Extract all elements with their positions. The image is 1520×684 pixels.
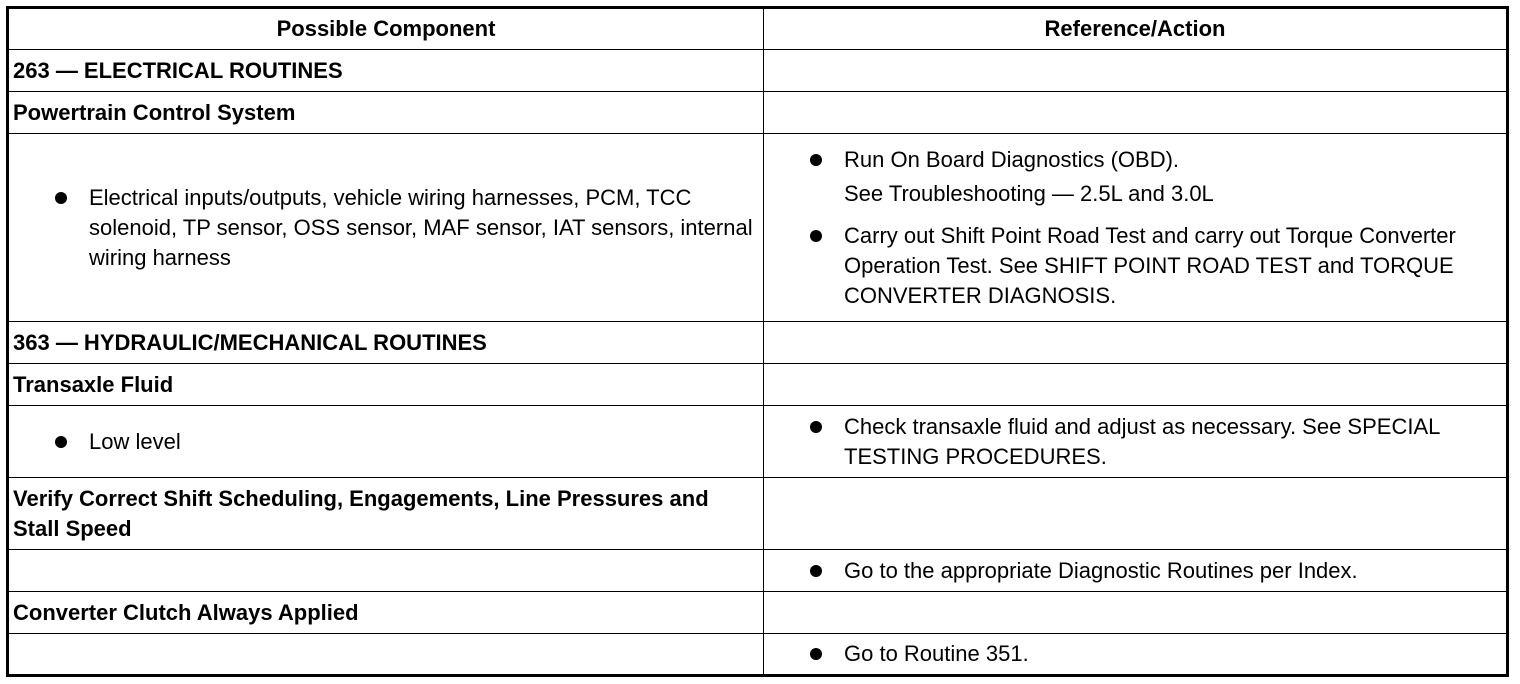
table-row [8, 134, 1508, 322]
bullet-icon [810, 154, 822, 166]
table-row [8, 550, 1508, 592]
bullet-icon [55, 436, 67, 448]
action-text: Check transaxle fluid and adjust as necessary. See SPECIAL TESTING PROCEDURES. [844, 413, 1440, 469]
bullet-icon [810, 421, 822, 433]
bullet-icon [810, 230, 822, 242]
action-cell [764, 134, 1508, 322]
empty-cell [764, 478, 1508, 550]
list-item [768, 556, 1502, 586]
empty-cell [764, 364, 1508, 406]
section-heading-electrical: 263 — ELECTRICAL ROUTINES [8, 50, 764, 92]
list-item [13, 183, 759, 273]
table-row [8, 478, 1508, 550]
section-heading-hydraulic: 363 — HYDRAULIC/MECHANICAL ROUTINES [8, 322, 764, 364]
component-heading-verify-shift: Verify Correct Shift Scheduling, Engagements, Line Pressures and Stall Speed [8, 478, 764, 550]
component-list [13, 427, 759, 457]
action-text: Go to the appropriate Diagnostic Routines per Index. [844, 557, 1358, 583]
list-item [768, 639, 1502, 669]
diagnostic-table [6, 6, 1509, 677]
component-cell [8, 406, 764, 478]
header-reference-action: Reference/Action [764, 8, 1508, 50]
table-row [8, 634, 1508, 676]
table-row [8, 92, 1508, 134]
action-cell [764, 406, 1508, 478]
empty-cell [764, 592, 1508, 634]
component-text: Low level [89, 428, 181, 454]
action-cell [764, 634, 1508, 676]
header-possible-component: Possible Component [8, 8, 764, 50]
action-cell [764, 550, 1508, 592]
empty-cell [8, 550, 764, 592]
action-list [768, 639, 1502, 669]
action-list [768, 556, 1502, 586]
action-text: Run On Board Diagnostics (OBD). [844, 146, 1180, 172]
table-row [8, 592, 1508, 634]
table-row [8, 322, 1508, 364]
table-row [8, 50, 1508, 92]
component-heading-converter-clutch: Converter Clutch Always Applied [8, 592, 764, 634]
empty-cell [8, 634, 764, 676]
component-heading-transaxle-fluid: Transaxle Fluid [8, 364, 764, 406]
list-item [768, 145, 1502, 175]
component-text: Electrical inputs/outputs, vehicle wiring harnesses, PCM, TCC solenoid, TP sensor, OSS sensor, MAF sensor, IAT sensors, internal wiring harness [89, 184, 753, 270]
bullet-icon [55, 192, 67, 204]
action-list [768, 221, 1502, 311]
table-row [8, 406, 1508, 478]
empty-cell [764, 50, 1508, 92]
action-subtext: See Troubleshooting — 2.5L and 3.0L [844, 180, 1214, 206]
action-text: Carry out Shift Point Road Test and carry out Torque Converter Operation Test. See SHIFT POINT ROAD TEST and TORQUE CONVERTER DIAGNOSIS. [844, 222, 1456, 308]
component-heading-powertrain: Powertrain Control System [8, 92, 764, 134]
empty-cell [764, 92, 1508, 134]
list-item [768, 412, 1502, 472]
action-list [768, 412, 1502, 472]
empty-cell [764, 322, 1508, 364]
bullet-icon [810, 565, 822, 577]
component-list [13, 183, 759, 273]
list-item [768, 221, 1502, 311]
action-text: Go to Routine 351. [844, 641, 1029, 666]
table-row [8, 364, 1508, 406]
header-row [8, 8, 1508, 50]
component-cell [8, 134, 764, 322]
list-item [13, 427, 759, 457]
action-list [768, 145, 1502, 175]
bullet-icon [810, 648, 822, 660]
